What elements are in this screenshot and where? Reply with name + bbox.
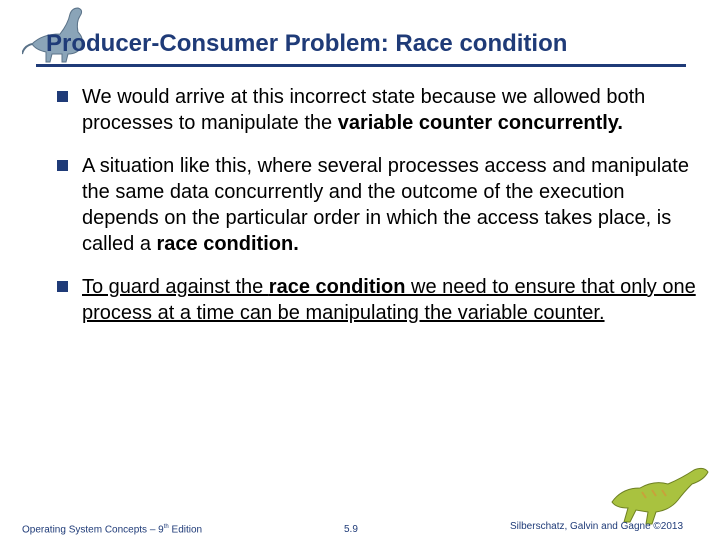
bullet-square-icon	[57, 281, 68, 292]
page-title: Producer-Consumer Problem: Race condition	[46, 30, 568, 57]
emphasis-text: race condition	[268, 276, 406, 298]
bullet-item	[56, 274, 696, 326]
emphasis-text: race condition.	[156, 233, 299, 255]
bullet-item	[56, 84, 696, 136]
emphasis-text: variable counter concurrently.	[337, 112, 623, 134]
bullet-list	[56, 84, 696, 343]
page-number: 5.9	[344, 524, 358, 535]
dinosaur-logo-icon	[608, 462, 712, 528]
bullet-square-icon	[57, 160, 68, 171]
footer-book-title: Operating System Concepts – 9th Edition	[22, 524, 203, 536]
bullet-text: We would arrive at this incorrect state because we allowed both processes to manipulate the variable counter concurrently.	[82, 86, 646, 134]
bullet-text: To guard against the race condition we need to ensure that only one process at a time can be manipulating the variable counter.	[82, 276, 696, 324]
bullet-square-icon	[57, 91, 68, 102]
bullet-text: A situation like this, where several processes access and manipulate the same data concurrently and the outcome of the execution depends on the particular order in which the access takes place, is called a race condition.	[82, 155, 689, 255]
bullet-item	[56, 153, 696, 257]
footer-copyright: Silberschatz, Galvin and Gagne ©2013	[510, 521, 684, 532]
title-divider	[36, 64, 686, 67]
